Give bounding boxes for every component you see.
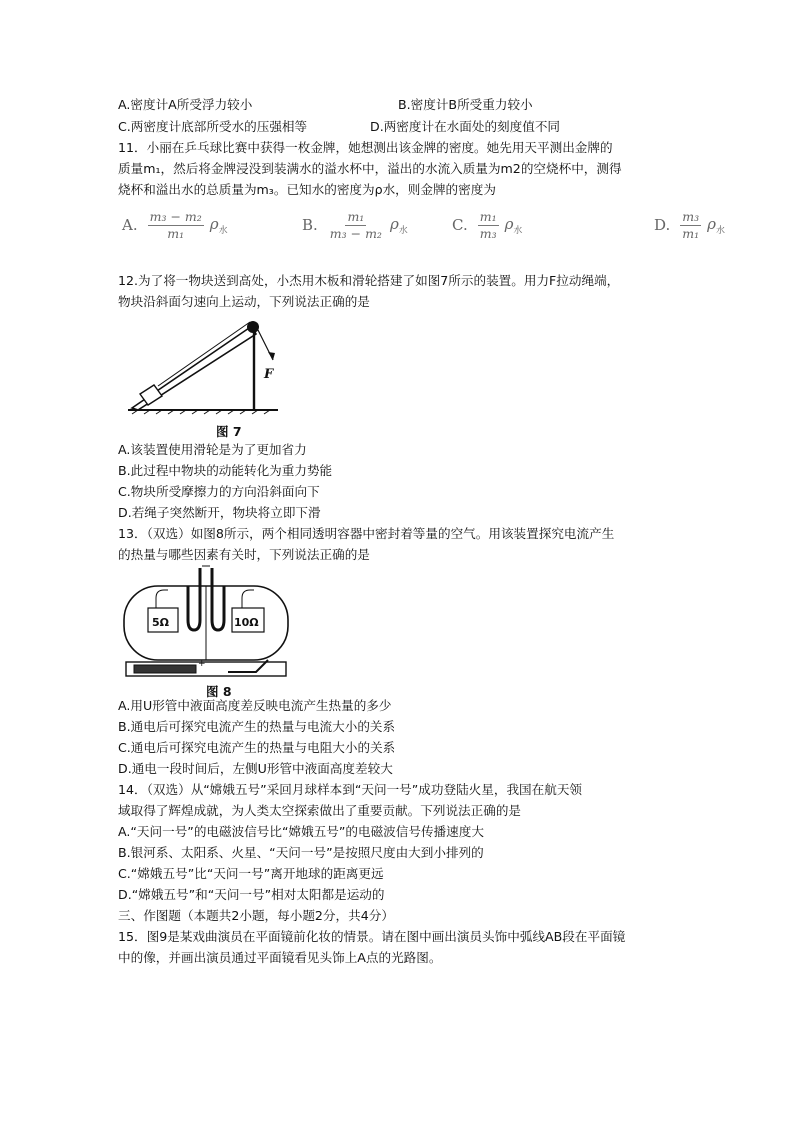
q12-stem-line2: 物块沿斜面匀速向上运动，下列说法正确的是 [118,294,370,309]
rho-subscript: 水 [398,225,408,236]
pulley [247,321,259,333]
battery [134,665,196,673]
q12-stem-line1: 12.为了将一物块送到高处，小杰用木板和滑轮搭建了如图7所示的装置。用力F拉动绳端， [118,273,620,288]
q14-stem-line1: 14．（双选）从“嫦娥五号”采回月球样本到“天问一号”成功登陆火星，我国在航天领 [118,782,583,797]
q10-option-d: D.两密度计在水面处的刻度值不同 [370,119,561,134]
q13-option-c: C.通电后可探究电流产生的热量与电阻大小的关系 [118,740,396,755]
fraction [328,209,384,242]
option-letter: C. [452,216,468,234]
rho-symbol: ρ [707,214,716,233]
rho-subscript: 水 [715,225,725,236]
option-letter: A. [122,216,138,234]
q13-option-b: B.通电后可探究电流产生的热量与电流大小的关系 [118,719,396,734]
rho-symbol: ρ [209,214,219,233]
figure-7-caption: 图 7 [216,424,242,439]
numerator: m₃ − m₂ [149,208,202,224]
resistor-5-ohm-label: 5Ω [152,616,170,629]
option-letter: B. [302,216,318,234]
option-letter: D. [654,216,671,234]
q13-stem-line1: 13．（双选）如图8所示，两个相同透明容器中密封着等量的空气。用该装置探究电流产生 [118,526,615,541]
q14-option-c: C.“嫦娥五号”比“天问一号”离开地球的距离更远 [118,866,384,881]
rho-subscript: 水 [513,225,523,236]
q11-stem-line3: 烧杯和溢出水的总质量为m₃。已知水的密度为ρ水，则金牌的密度为 [118,182,496,197]
fraction [148,209,204,242]
rho-water [390,215,408,236]
numerator: m₁ [347,208,365,224]
numerator: m₃ [682,208,700,224]
q12-option-b: B.此过程中物块的动能转化为重力势能 [118,463,333,478]
q11-stem-line1: 11．小丽在乒乓球比赛中获得一枚金牌，她想测出该金牌的密度。她先用天平测出金牌的 [118,140,613,155]
q14-stem-line2: 域取得了辉煌成就，为人类太空探索做出了重要贡献。下列说法正确的是 [118,803,521,818]
q15-stem-line2: 中的像，并画出演员通过平面镜看见头饰上A点的光路图。 [118,950,442,965]
rho-subscript: 水 [218,225,228,236]
force-arrowhead [268,352,275,360]
q11-option-d [654,202,725,248]
q12-option-a: A.该装置使用滑轮是为了更加省力 [118,442,307,457]
q13-stem-line2: 的热量与哪些因素有关时，下列说法正确的是 [118,547,370,562]
force-label: F [264,367,274,382]
q11-option-a [122,202,228,248]
q15-stem-line1: 15．图9是某戏曲演员在平面镜前化妆的情景。请在图中画出演员头饰中弧线AB段在平面镜 [118,929,626,944]
figure-8-joule-heating-apparatus [118,562,294,680]
rho-water [210,215,228,236]
figure-7-incline-pulley [118,312,293,416]
denominator: m₁ [167,225,185,241]
q14-option-d: D.“嫦娥五号”和“天问一号”相对太阳都是运动的 [118,887,385,902]
q12-option-c: C.物块所受摩擦力的方向沿斜面向下 [118,484,320,499]
battery-positive-sign: + [198,659,206,669]
rho-water [505,215,523,236]
q14-option-b: B.银河系、太阳系、火星、“天问一号”是按照尺度由大到小排列的 [118,845,484,860]
q14-option-a: A.“天问一号”的电磁波信号比“嫦娥五号”的电磁波信号传播速度大 [118,824,484,839]
resistor-10-ohm-label: 10Ω [234,616,259,629]
fraction [478,209,499,242]
numerator: m₁ [479,208,497,224]
q12-option-d: D.若绳子突然断开，物块将立即下滑 [118,505,321,520]
fraction [680,209,701,242]
q13-option-d: D.通电一段时间后，左侧U形管中液面高度差较大 [118,761,393,776]
denominator: m₃ − m₂ [329,225,382,241]
figure-8-caption: 图 8 [206,684,232,699]
denominator: m₃ [479,225,497,241]
q11-stem-line2: 质量m₁，然后将金牌浸没到装满水的溢水杯中，溢出的水流入质量为m2的空烧杯中，测得 [118,161,622,176]
section-3-heading: 三、作图题（本题共2小题，每小题2分，共4分） [118,908,394,923]
q11-option-c [452,202,522,248]
denominator: m₁ [682,225,700,241]
rho-symbol: ρ [389,214,399,233]
q10-option-b: B.密度计B所受重力较小 [398,97,533,112]
q11-option-b [302,202,408,248]
q10-option-a: A.密度计A所受浮力较小 [118,97,253,112]
q13-option-a: A.用U形管中液面高度差反映电流产生热量的多少 [118,698,392,713]
q10-option-c: C.两密度计底部所受水的压强相等 [118,119,308,134]
rho-water [707,215,725,236]
rho-symbol: ρ [504,214,514,233]
rope-along-incline [158,322,250,386]
